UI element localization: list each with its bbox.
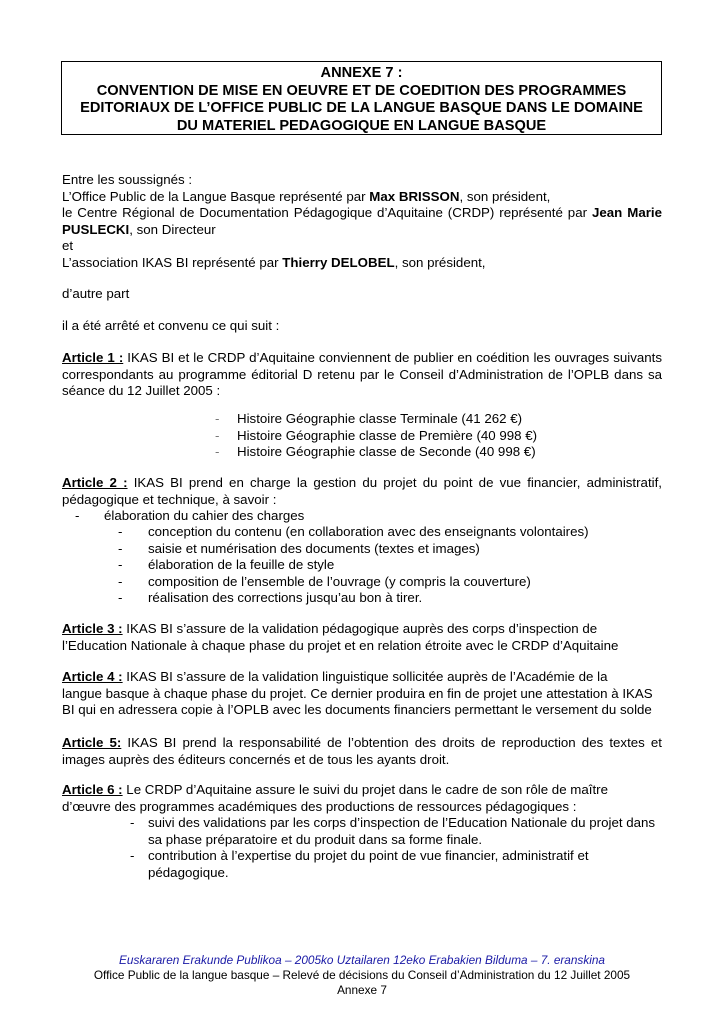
article-5-label: Article 5: — [62, 735, 122, 750]
article-6-line-2: d’œuvre des programmes académiques des productions de ressources pédagogiques : — [62, 798, 577, 814]
agreement-statement: il a été arrêté et convenu ce qui suit : — [62, 318, 280, 333]
article-3-line-2: l’Education Nationale à chaque phase du projet et en relation étroite avec le CRDP d’Aquitaine — [62, 637, 619, 653]
article-6-text: Le CRDP d’Aquitaine assure le suivi du projet dans le cadre de son rôle de maître — [122, 782, 608, 797]
list-item-text: suivi des validations par les corps d’inspection de l’Education Nationale du projet dans sa phase préparatoire et du produit dans sa forme finale. — [148, 815, 656, 847]
article-3 — [62, 621, 662, 654]
list-item-text: saisie et numérisation des documents (textes et images) — [148, 540, 480, 556]
article-2 — [62, 475, 662, 508]
list-item-text: conception du contenu (en collaboration avec des enseignants volontaires) — [148, 524, 589, 539]
list-item-text: élaboration du cahier des charges — [104, 508, 305, 523]
title-line-4: DU MATERIEL PEDAGOGIQUE EN LANGUE BASQUE — [176, 117, 547, 134]
article-6-label: Article 6 : — [62, 782, 123, 797]
list-item-text: élaboration de la feuille de style — [148, 557, 335, 573]
signatory-name: Thierry DELOBEL — [282, 254, 395, 270]
intro-text: L’Office Public de la Langue Basque représenté par — [62, 188, 370, 204]
list-item-text: réalisation des corrections jusqu’au bon à tirer. — [148, 590, 423, 606]
title-line-2: CONVENTION DE MISE EN OEUVRE ET DE COEDITION DES PROGRAMMES — [96, 82, 627, 99]
page-footer — [0, 953, 724, 998]
intro-line-4: et — [62, 238, 74, 254]
list-item-text: contribution à l’expertise du projet du point de vue financier, administratif et pédagogique. — [148, 848, 589, 880]
list-item: - contribution à l’expertise du projet du point de vue financier, administratif et pédagogique. — [130, 848, 660, 881]
list-item: - conception du contenu (en collaboration avec des enseignants volontaires) — [118, 524, 589, 539]
list-item: - réalisation des corrections jusqu’au bon à tirer. — [118, 590, 423, 606]
list-item: - saisie et numérisation des documents (textes et images) — [118, 540, 480, 556]
article-5 — [62, 735, 662, 768]
article-1-text: IKAS BI et le CRDP d’Aquitaine conviennent de publier en coédition les ouvrages suivants correspondants au programme éditorial D retenu par le Conseil d’Administration de l’OPLB dans sa séance du 12 Juillet 2005 : — [62, 350, 662, 399]
intro-text: , son président, — [394, 254, 486, 270]
article-4-line-2: langue basque à chaque phase du projet. Ce dernier produira en fin de projet une attestation à IKAS — [62, 685, 653, 701]
intro-text: le Centre Régional de Documentation Pédagogique d’Aquitaine (CRDP) représenté par — [62, 205, 592, 221]
article-4-line-1 — [62, 669, 662, 686]
article-4-line-3: BI qui en adressera copie à l’OPLB avec les documents financiers permettant le versement du solde — [62, 702, 652, 718]
article-4-label: Article 4 : — [62, 669, 123, 684]
article-6 — [62, 782, 662, 815]
other-part: d’autre part — [62, 286, 130, 301]
list-item: - élaboration de la feuille de style — [118, 557, 335, 573]
intro-text: L’association IKAS BI représenté par — [62, 254, 283, 270]
article-2-text: IKAS BI prend en charge la gestion du projet du point de vue financier, administratif, pédagogique et technique, à savoir : — [62, 475, 662, 507]
article-4 — [62, 669, 662, 719]
article-6-list — [130, 815, 660, 881]
article-1 — [62, 350, 662, 400]
list-item: - élaboration du cahier des charges — [75, 508, 305, 523]
footer-annex: Annexe 7 — [337, 983, 387, 997]
footer-french: Office Public de la langue basque – Relevé de décisions du Conseil d’Administration du 12 Juillet 2005 — [93, 968, 631, 982]
title-box — [61, 61, 662, 135]
article-2-top-item — [75, 508, 304, 525]
list-item: - Histoire Géographie classe de Première (40 998 €) — [215, 427, 538, 443]
list-item-text: Histoire Géographie classe de Seconde (40 998 €) — [237, 444, 536, 460]
article-2-label: Article 2 : — [62, 475, 128, 490]
list-item: - Histoire Géographie classe de Seconde (40 998 €) — [215, 444, 536, 460]
list-item: - composition de l’ensemble de l’ouvrage (y compris la couverture) — [118, 573, 531, 589]
list-item-text: Histoire Géographie classe Terminale (41 262 €) — [237, 411, 523, 426]
intro-line-3 — [62, 205, 662, 238]
article-3-text: IKAS BI s’assure de la validation pédagogique auprès des corps d’inspection de — [122, 621, 598, 636]
list-item-text: composition de l’ensemble de l’ouvrage (y compris la couverture) — [148, 573, 531, 589]
article-6-line-1 — [62, 782, 662, 799]
article-5-text: IKAS BI prend la responsabilité de l’obtention des droits de reproduction des textes et images auprès des éditeurs concernés et de tous les ayants droit. — [62, 735, 662, 767]
article-3-line-1 — [62, 621, 662, 638]
article-1-list — [215, 411, 537, 461]
article-4-text: IKAS BI s’assure de la validation linguistique sollicitée auprès de l’Académie de la — [122, 669, 608, 684]
intro-text: , son président, — [459, 188, 551, 204]
signatory-name: Jean Marie PUSLECKI — [62, 205, 662, 237]
list-item: - Histoire Géographie classe Terminale (41 262 €) — [215, 411, 523, 426]
intro-section — [62, 172, 662, 272]
intro-line-1: Entre les soussignés : — [62, 172, 193, 187]
title-line-1: ANNEXE 7 : — [320, 65, 403, 81]
list-item: - suivi des validations par les corps d’inspection de l’Education Nationale du projet dans sa phase préparatoire et du produit dans sa forme finale. — [130, 815, 660, 848]
signatory-name: Max BRISSON — [369, 188, 460, 204]
article-2-list — [118, 524, 589, 607]
intro-line-2 — [62, 189, 662, 206]
intro-line-5 — [62, 255, 662, 272]
article-3-label: Article 3 : — [62, 621, 123, 636]
footer-basque: Euskararen Erakunde Publikoa – 2005ko Uztailaren 12eko Erabakien Bilduma – 7. eranskina — [119, 953, 605, 967]
list-item-text: Histoire Géographie classe de Première (40 998 €) — [237, 427, 538, 443]
title-line-3: EDITORIAUX DE L’OFFICE PUBLIC DE LA LANGUE BASQUE DANS LE DOMAINE — [80, 100, 643, 117]
article-1-label: Article 1 : — [62, 350, 124, 365]
intro-text: , son Directeur — [129, 221, 216, 237]
